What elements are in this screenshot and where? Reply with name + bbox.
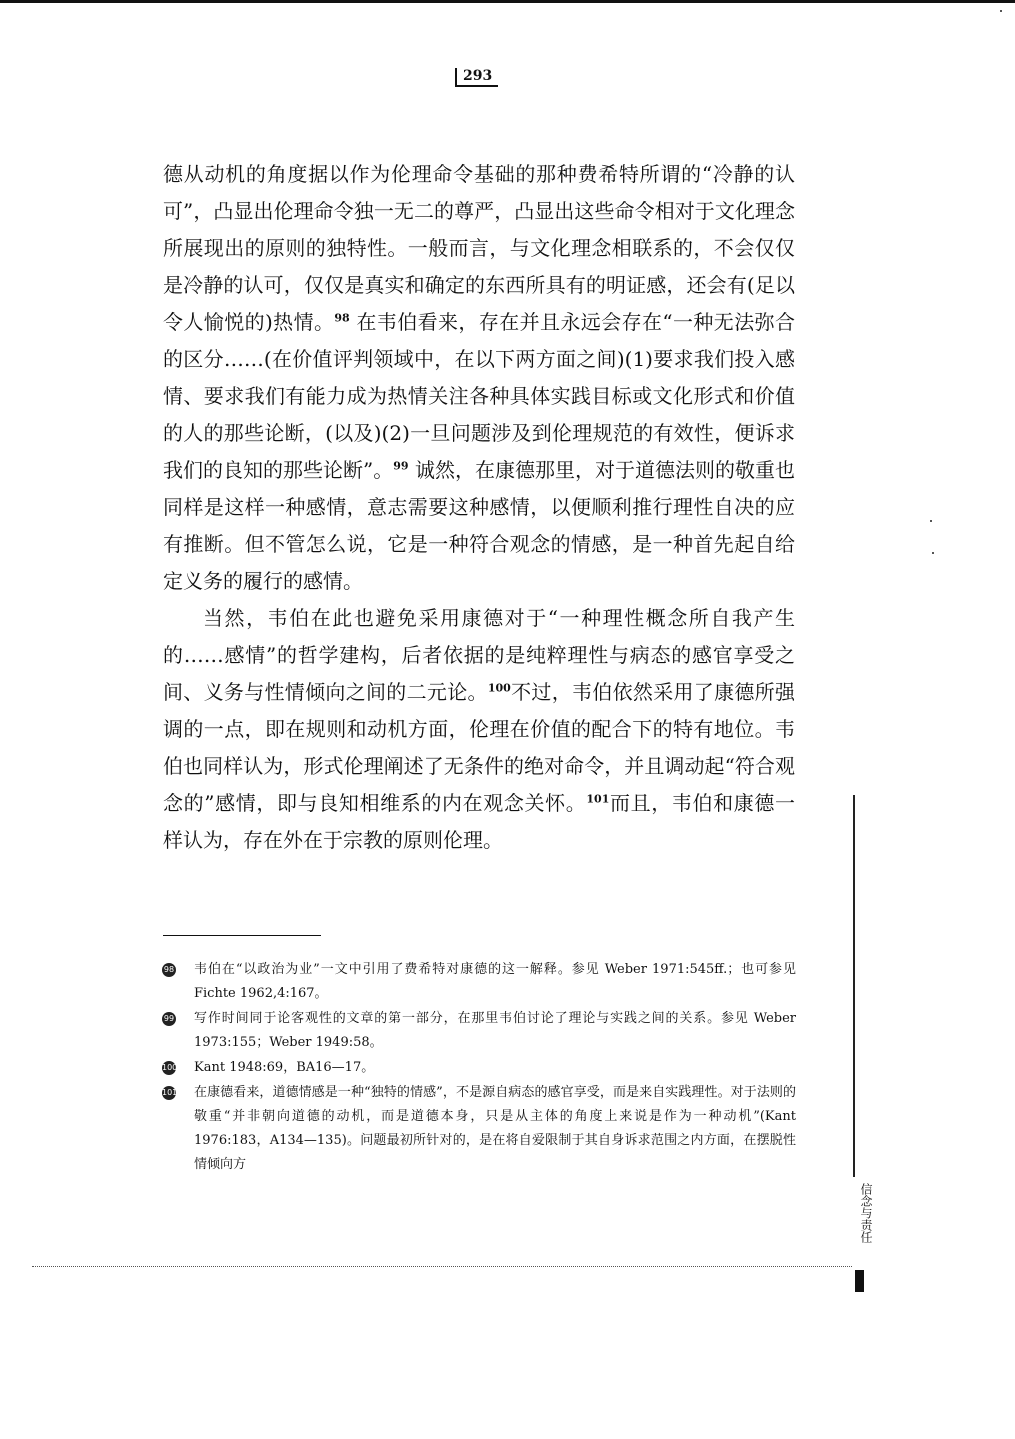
running-title-vertical: 信念与责任 <box>859 1183 873 1243</box>
footnote-item <box>162 1056 796 1080</box>
scan-speck <box>1000 10 1002 12</box>
page-bottom-dotted-line <box>32 1266 852 1267</box>
footnote-text: Kant 1948:69，BA16—17。 <box>194 1060 375 1075</box>
text-segment: 德从动机的角度据以作为伦理命令基础的那种费希特所谓的“冷静的认可”，凸显出伦理命令独一无二的尊严，凸显出这些命令相对于文化理念所展现出的原则的独特性。一般而言，与文化理念相联系的，不会仅仅是冷静的认可，仅仅是真实和确定的东西所具有的明证感，还会有(足以令人愉悦的)热情。 <box>163 162 795 334</box>
scan-speck <box>930 520 932 522</box>
text-segment: 不过，韦伯依然采用了康德所强调的一点，即在规则和动机方面，伦理在价值的配合下的特有地位。韦伯也同样认为，形式伦理阐述了无条件的绝对命令，并且调动起“符合观念的”感情，即与良知相维系的内在观念关怀。 <box>163 680 796 815</box>
margin-rule <box>853 795 855 1177</box>
page-top-border <box>0 0 1015 3</box>
footnote-number-badge: 98 <box>162 963 176 977</box>
footnote-text: 在康德看来，道德情感是一种“独特的情感”，不是源自病态的感官享受，而是来自实践理性。对于法则的敬重“并非朝向道德的动机，而是道德本身，只是从主体的角度上来说是作为一种动机”(Kant 1976:183，A134—135)。问题最初所针对的，是在将自爱限制于其自身诉求范围之内方面，在摆脱性情倾向方 <box>194 1085 796 1172</box>
footnote-item <box>162 1081 796 1177</box>
footnote-ref[interactable]: 101 <box>586 792 610 806</box>
footnote-item <box>163 1007 796 1055</box>
footnote-ref[interactable]: 98 <box>334 311 350 325</box>
scan-speck <box>932 552 934 554</box>
footnote-ref[interactable]: 99 <box>393 459 409 473</box>
paragraph-2 <box>163 600 795 859</box>
footnote-number-badge: 100 <box>162 1061 176 1075</box>
footnote-text: 写作时间同于论客观性的文章的第一部分，在那里韦伯讨论了理论与实践之间的关系。参见 Weber 1973:155；Weber 1949:58。 <box>194 1011 796 1050</box>
body-text <box>163 156 795 859</box>
footnote-number-badge: 99 <box>162 1012 176 1026</box>
text-segment: 在韦伯看来，存在并且永远会存在“一种无法弥合的区分……(在价值评判领域中，在以下两方面之间)(1)要求我们投入感情、要求我们有能力成为热情关注各种具体实践目标或文化形式和价值的人的那些论断，(以及)(2)一旦问题涉及到伦理规范的有效性，便诉求我们的良知的那些论断”。 <box>163 310 795 482</box>
page-number: 293 <box>455 68 498 87</box>
text-segment: 诚然，在康德那里，对于道德法则的敬重也同样是这样一种感情，意志需要这种感情，以便顺利推行理性自决的应有推断。但不管怎么说，它是一种符合观念的情感，是一种首先起自给定义务的履行的感情。 <box>163 458 795 593</box>
footnote-number-badge: 101 <box>162 1086 176 1100</box>
footnote-text: 韦伯在“以政治为业”一文中引用了费希特对康德的这一解释。参见 Weber 1971:545ff.；也可参见 Fichte 1962,4:167。 <box>194 962 796 1001</box>
margin-marker-block <box>855 1270 864 1292</box>
paragraph-1 <box>163 156 795 600</box>
footnotes <box>162 958 796 1178</box>
footnote-item <box>163 958 796 1006</box>
footnote-separator <box>163 935 321 936</box>
footnote-ref[interactable]: 100 <box>487 681 511 695</box>
text-segment: 而且，韦伯和康德一样认为，存在外在于宗教的原则伦理。 <box>163 791 795 852</box>
text-segment: 当然，韦伯在此也避免采用康德对于“一种理性概念所自我产生的……感情”的哲学建构，后者依据的是纯粹理性与病态的感官享受之间、义务与性情倾向之间的二元论。 <box>163 606 795 704</box>
